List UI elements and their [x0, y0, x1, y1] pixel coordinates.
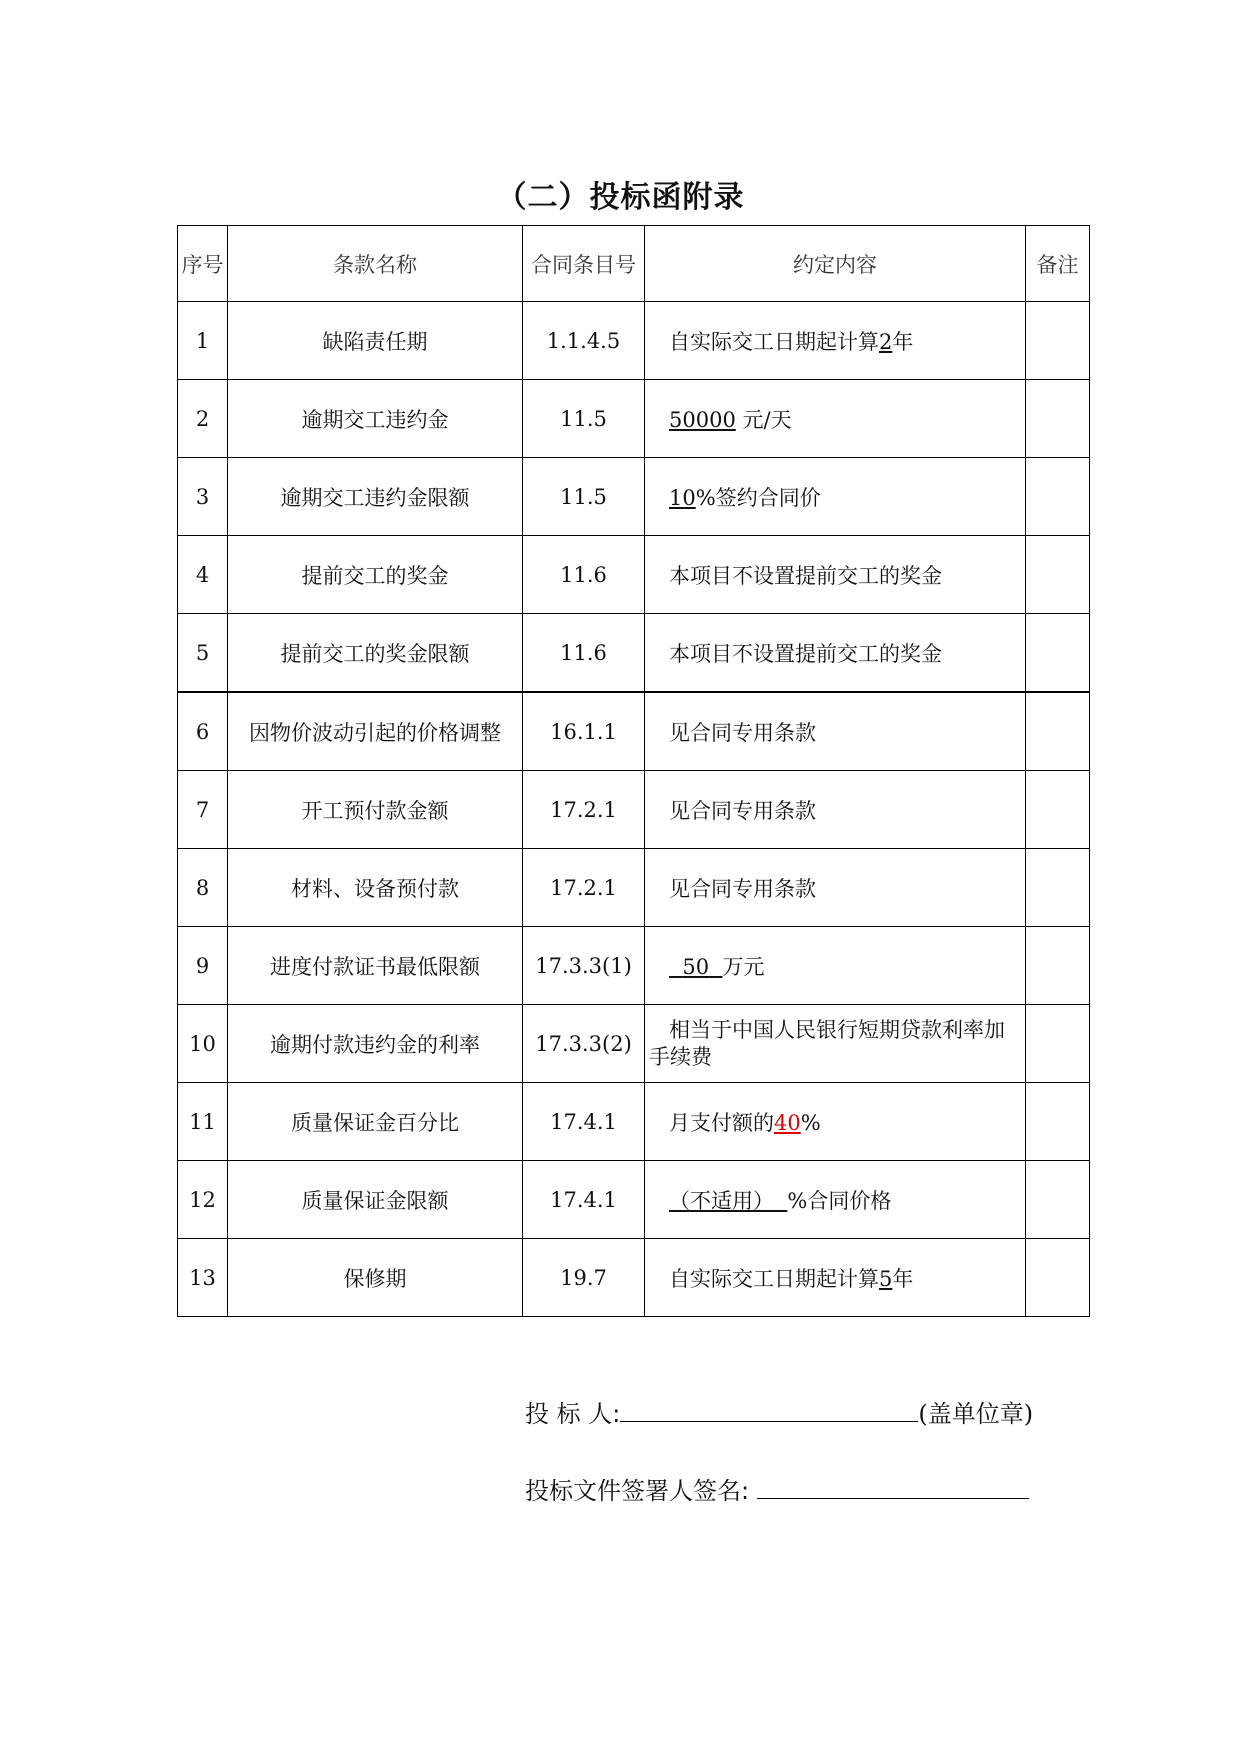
- table-row: [178, 458, 1090, 536]
- row-content: [645, 302, 1026, 380]
- header-name: 条款名称: [228, 226, 523, 302]
- header-clause: 合同条目号: [523, 226, 645, 302]
- bidder-label: 投 标 人:: [525, 1400, 621, 1428]
- row-clause: 17.3.3(1): [523, 927, 645, 1005]
- row-no: 9: [178, 927, 228, 1005]
- row-clause: 17.4.1: [523, 1083, 645, 1161]
- row-remark: [1026, 302, 1090, 380]
- row-name: 缺陷责任期: [228, 302, 523, 380]
- row-no: 3: [178, 458, 228, 536]
- row-remark: [1026, 927, 1090, 1005]
- content-unit: 年: [892, 1266, 914, 1291]
- bidder-signature-line: [525, 1394, 1033, 1429]
- row-content: [645, 927, 1026, 1005]
- table-row: [178, 536, 1090, 614]
- row-content: [645, 380, 1026, 458]
- row-name: 逾期付款违约金的利率: [228, 1005, 523, 1083]
- row-no: 10: [178, 1005, 228, 1083]
- row-clause: 19.7: [523, 1239, 645, 1317]
- content-value: 50000: [669, 407, 736, 432]
- table-header-row: [178, 226, 1090, 302]
- row-name: 开工预付款金额: [228, 771, 523, 849]
- row-no: 7: [178, 771, 228, 849]
- row-clause: 17.2.1: [523, 771, 645, 849]
- row-content: [645, 1005, 1026, 1083]
- row-clause: 11.5: [523, 458, 645, 536]
- content-value: 2: [879, 329, 893, 354]
- appendix-table: [177, 225, 1090, 1317]
- row-remark: [1026, 536, 1090, 614]
- signer-label: 投标文件签署人签名:: [525, 1477, 750, 1505]
- row-remark: [1026, 458, 1090, 536]
- row-clause: 11.6: [523, 536, 645, 614]
- row-remark: [1026, 1161, 1090, 1239]
- row-no: 11: [178, 1083, 228, 1161]
- table-row: [178, 1005, 1090, 1083]
- row-name: 逾期交工违约金限额: [228, 458, 523, 536]
- content-line: 手续费: [649, 1044, 712, 1069]
- content-value: （不适用）: [669, 1188, 774, 1213]
- content-value: 40: [774, 1110, 801, 1135]
- header-content: 约定内容: [645, 226, 1026, 302]
- row-remark: [1026, 849, 1090, 927]
- row-no: 5: [178, 614, 228, 693]
- table-row: [178, 849, 1090, 927]
- table-row: [178, 302, 1090, 380]
- content-unit: %合同价格: [787, 1188, 892, 1213]
- row-name: 保修期: [228, 1239, 523, 1317]
- table-row: [178, 771, 1090, 849]
- content-blank: [774, 1189, 787, 1213]
- row-content: 见合同专用条款: [645, 849, 1026, 927]
- row-no: 6: [178, 692, 228, 771]
- table-row: [178, 614, 1090, 693]
- content-line: 相当于中国人民银行短期贷款利率加: [669, 1017, 1005, 1042]
- table-row: [178, 380, 1090, 458]
- signer-signature-line: [525, 1471, 1029, 1506]
- row-name: 质量保证金限额: [228, 1161, 523, 1239]
- content-text: 自实际交工日期起计算: [669, 1266, 879, 1291]
- row-clause: 11.6: [523, 614, 645, 693]
- row-name: 因物价波动引起的价格调整: [228, 692, 523, 771]
- row-name: 提前交工的奖金: [228, 536, 523, 614]
- content-value: 10: [669, 485, 696, 510]
- table-row: [178, 1239, 1090, 1317]
- row-clause: 16.1.1: [523, 692, 645, 771]
- row-remark: [1026, 771, 1090, 849]
- table-row: [178, 692, 1090, 771]
- content-text: 自实际交工日期起计算: [669, 329, 879, 354]
- row-remark: [1026, 1083, 1090, 1161]
- row-clause: 17.2.1: [523, 849, 645, 927]
- table-row: [178, 1083, 1090, 1161]
- bidder-blank[interactable]: [620, 1397, 918, 1422]
- row-name: 逾期交工违约金: [228, 380, 523, 458]
- row-no: 1: [178, 302, 228, 380]
- content-unit: 元/天: [742, 407, 792, 432]
- table-row: [178, 1161, 1090, 1239]
- row-content: 见合同专用条款: [645, 692, 1026, 771]
- row-content: 本项目不设置提前交工的奖金: [645, 614, 1026, 693]
- row-clause: 11.5: [523, 380, 645, 458]
- content-unit: 年: [892, 329, 914, 354]
- content-value: 5: [879, 1266, 893, 1291]
- header-no: 序号: [178, 226, 228, 302]
- row-name: 材料、设备预付款: [228, 849, 523, 927]
- row-remark: [1026, 692, 1090, 771]
- row-no: 4: [178, 536, 228, 614]
- row-remark: [1026, 380, 1090, 458]
- row-remark: [1026, 1005, 1090, 1083]
- content-value-text: 50: [682, 954, 710, 979]
- row-remark: [1026, 614, 1090, 693]
- row-no: 8: [178, 849, 228, 927]
- table-row: [178, 927, 1090, 1005]
- row-content: [645, 1239, 1026, 1317]
- row-content: 本项目不设置提前交工的奖金: [645, 536, 1026, 614]
- row-content: [645, 458, 1026, 536]
- row-remark: [1026, 1239, 1090, 1317]
- header-remark: 备注: [1026, 226, 1090, 302]
- content-unit: %签约合同价: [695, 485, 821, 510]
- row-content: [645, 1161, 1026, 1239]
- row-clause: 17.3.3(2): [523, 1005, 645, 1083]
- content-value: [669, 955, 722, 979]
- row-no: 12: [178, 1161, 228, 1239]
- row-name: 提前交工的奖金限额: [228, 614, 523, 693]
- row-no: 2: [178, 380, 228, 458]
- row-name: 质量保证金百分比: [228, 1083, 523, 1161]
- content-text: 月支付额的: [669, 1110, 774, 1135]
- content-unit: 万元: [722, 954, 765, 979]
- bidder-seal-note: (盖单位章): [918, 1400, 1034, 1428]
- row-no: 13: [178, 1239, 228, 1317]
- row-content: [645, 1083, 1026, 1161]
- content-unit: %: [800, 1110, 821, 1135]
- row-clause: 17.4.1: [523, 1161, 645, 1239]
- signer-blank[interactable]: [757, 1474, 1029, 1499]
- row-clause: 1.1.4.5: [523, 302, 645, 380]
- row-name: 进度付款证书最低限额: [228, 927, 523, 1005]
- row-content: 见合同专用条款: [645, 771, 1026, 849]
- page-title: （二）投标函附录: [496, 180, 745, 215]
